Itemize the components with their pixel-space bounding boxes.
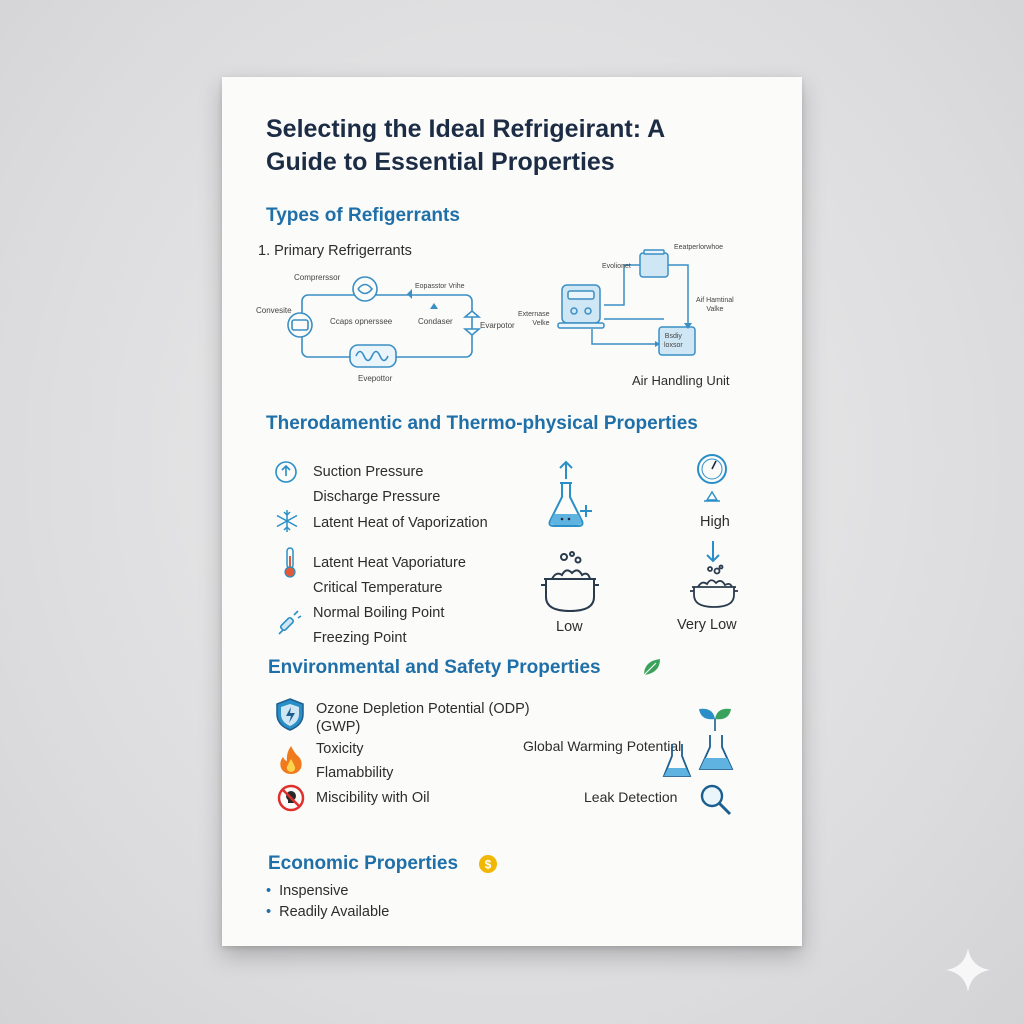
env-item-toxicity: Toxicity	[316, 741, 364, 757]
economic-bullet-1-text: Inspensive	[279, 883, 349, 899]
thermo-item-3: Latent Heat of Vaporization	[313, 515, 488, 531]
document-page	[222, 77, 802, 946]
no-toxic-icon	[277, 784, 305, 812]
convesite-label: Convesite	[256, 306, 292, 315]
very-low-label: Very Low	[677, 617, 737, 633]
evaporator-bottom-label: Evepottor	[358, 374, 393, 383]
economic-bullet-2	[266, 904, 389, 920]
triangle-marker-icon	[700, 491, 724, 507]
env-item-miscibility: Miscibility with Oil	[316, 790, 430, 806]
types-heading: Types of Refigerrants	[266, 205, 460, 226]
economic-bullet-1	[266, 883, 348, 899]
thermo-item-1: Suction Pressure	[313, 464, 424, 480]
title-line-1: Selecting the Ideal Refrigeirant: A	[266, 115, 666, 143]
economic-bullet-2-text: Readily Available	[279, 904, 390, 920]
evolionel-label: Evolionet	[602, 263, 631, 270]
thermo-item-2: Discharge Pressure	[313, 489, 441, 505]
expansion-valve-label: Eopasstor Vrihe	[415, 283, 465, 290]
small-pot-icon	[688, 565, 740, 609]
env-item-gwp: (GWP)	[316, 719, 361, 735]
down-arrow-icon	[703, 540, 723, 566]
env-item-odp: Ozone Depletion Potential (ODP)	[316, 701, 530, 717]
thermometer-icon	[280, 547, 300, 579]
thermo-item-7: Freezing Point	[313, 630, 407, 646]
svg-text:$: $	[484, 857, 492, 872]
shield-icon	[275, 698, 305, 732]
primary-refrigerants-item: 1. Primary Refrigerrants	[258, 243, 412, 259]
probe-thermometer-icon	[276, 609, 304, 637]
compressor-label: Comprerssor	[294, 273, 341, 282]
high-label: High	[700, 514, 730, 530]
gwp-label: Global Warming Potential	[523, 738, 682, 754]
beaker-large-icon	[698, 733, 734, 773]
bullet-dot: •	[266, 883, 272, 899]
snowflake-icon	[275, 509, 299, 533]
sparkle-icon	[942, 944, 994, 996]
economic-heading: Economic Properties	[268, 853, 459, 874]
gauge-high-icon	[694, 453, 734, 493]
gauge-icon	[274, 460, 298, 484]
evaporator-right-label: Evarpotor	[480, 321, 515, 330]
sprout-icon	[695, 705, 735, 733]
thermo-item-4: Latent Heat Vaporiature	[313, 555, 466, 571]
top-label: Eeatperlorwhoe	[674, 244, 724, 251]
condenser-label: Condaser	[418, 317, 453, 326]
thermo-item-5: Critical Temperature	[313, 580, 443, 596]
low-label: Low	[556, 619, 583, 635]
thermo-item-6: Normal Boiling Point	[313, 605, 445, 621]
center-label: Ccaps opnerssee	[330, 317, 393, 326]
page-title	[266, 113, 665, 179]
boiling-pot-icon	[538, 551, 604, 617]
leak-detection-label: Leak Detection	[584, 789, 678, 805]
air-handling-unit-diagram	[552, 247, 772, 377]
leaf-icon	[640, 655, 664, 679]
air-valve-label: Aif Hamtinal Valke	[696, 297, 734, 313]
bullet-dot: •	[266, 904, 272, 920]
air-handling-unit-caption: Air Handling Unit	[632, 373, 730, 388]
environment-heading: Environmental and Safety Properties	[268, 657, 601, 678]
coin-icon	[478, 854, 498, 874]
externale-valve-label: Externase Velke	[518, 311, 550, 327]
flask-up-arrow-icon	[546, 459, 606, 535]
beaker-small-icon	[662, 742, 692, 782]
env-item-flammability: Flamabbility	[316, 765, 394, 781]
title-line-2: Guide to Essential Properties	[266, 148, 615, 176]
magnifier-icon	[698, 782, 734, 818]
thermo-heading: Therodamentic and Thermo-physical Properties	[266, 413, 698, 434]
box-label: Bsdiy loxsor	[664, 333, 683, 349]
flame-icon	[278, 745, 304, 775]
